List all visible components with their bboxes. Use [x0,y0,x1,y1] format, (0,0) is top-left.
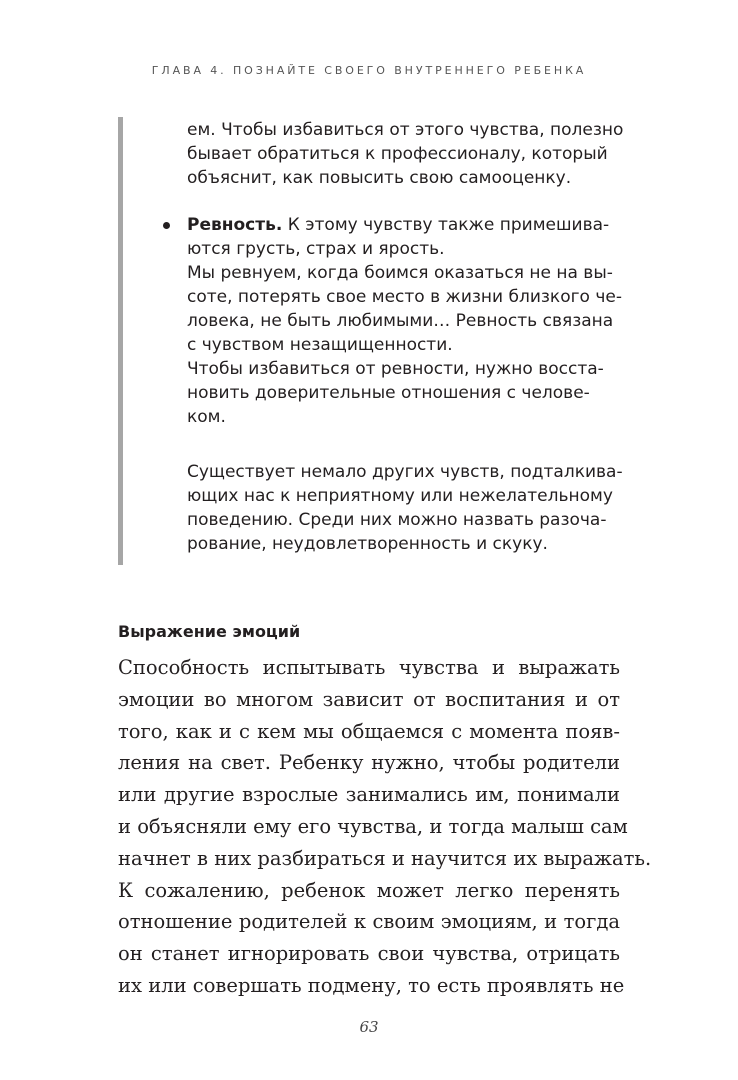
sidebar-intro-line: бывает обратиться к профессионалу, который [187,144,608,164]
sidebar-closing-line: рование, неудовлетворенность и скуку. [187,534,548,554]
bullet-line: ются грусть, страх и ярость. [187,239,445,259]
bullet-line: с чувством незащищенности. [187,335,453,355]
sidebar-intro-line: ем. Чтобы избавиться от этого чувства, полезно [187,120,624,140]
section-heading: Выражение эмоций [118,622,301,641]
sidebar-accent-bar [118,117,123,565]
body-line: отношение родителей к своим эмоциям, и тогда [118,910,620,934]
body-line: и объясняли ему его чувства, и тогда малыш сам [118,814,628,838]
bullet-line: Мы ревнуем, когда боимся оказаться не на вы- [187,263,613,283]
bullet-dot [163,222,170,229]
body-line: он станет игнорировать свои чувства, отрицать [118,942,620,966]
body-line: К сожалению, ребенок может легко перенять [118,878,620,902]
bullet-line: соте, потерять свое место в жизни близкого че- [187,287,622,307]
body-line: начнет в них разбираться и научится их выражать. [118,846,652,870]
bullet-line: новить доверительные отношения с челове- [187,383,590,403]
body-line: эмоции во многом зависит от воспитания и от [118,687,620,711]
page-number: 63 [359,1018,379,1036]
body-line: того, как и с кем мы общаемся с момента появ- [118,719,620,743]
sidebar-closing-line: поведению. Среди них можно назвать разоча- [187,510,607,530]
bullet-line: Чтобы избавиться от ревности, нужно восста- [187,359,604,379]
bullet-line: ком. [187,407,226,427]
running-head: ГЛАВА 4. ПОЗНАЙТЕ СВОЕГО ВНУТРЕННЕГО РЕБЕНКА [151,64,587,77]
sidebar-intro-line: объяснит, как повысить свою самооценку. [187,168,572,188]
body-line: ления на свет. Ребенку нужно, чтобы родители [118,751,620,775]
body-line: их или совершать подмену, то есть проявлять не [118,973,625,997]
body-paragraph [118,652,652,1002]
body-line: Способность испытывать чувства и выражать [118,656,620,679]
bullet-term: Ревность. [187,215,283,235]
sidebar-closing-line: ющих нас к неприятному или нежелательному [187,486,613,506]
bullet-first-line-text: К этому чувству также примешива- [282,215,610,235]
sidebar-closing-line: Существует немало других чувств, подталкива- [187,462,623,482]
bullet-line: ловека, не быть любимыми… Ревность связана [187,311,614,331]
body-line: или другие взрослые занимались им, понимали [118,783,620,807]
bullet-first-line [187,213,609,237]
